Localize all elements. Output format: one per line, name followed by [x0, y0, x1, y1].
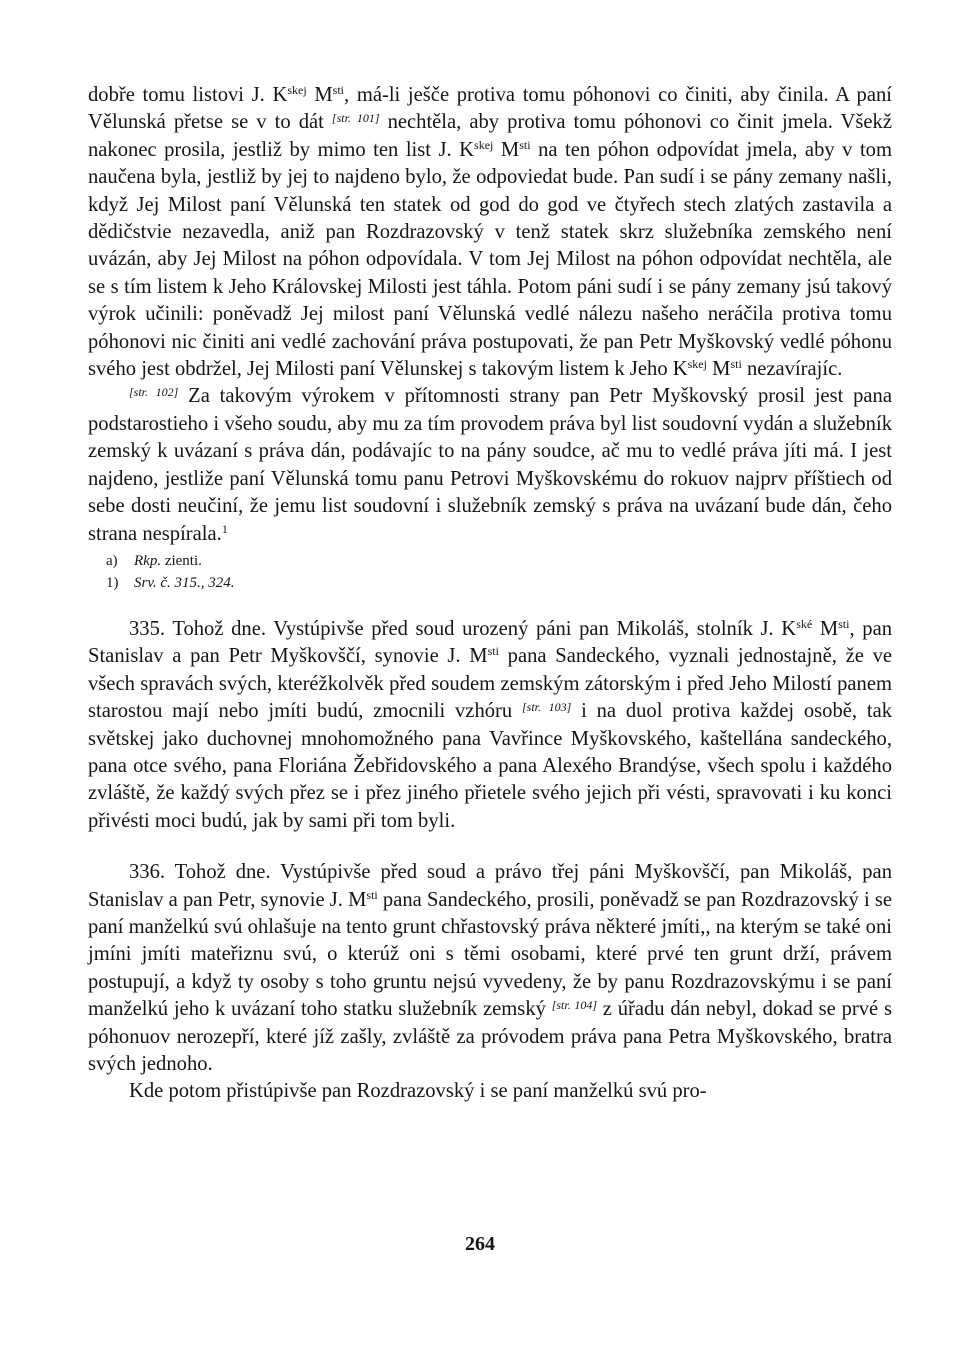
- text-run: Kde potom přistúpivše pan Rozdrazovský i se paní manželkú svú pro-: [129, 1080, 707, 1103]
- abbreviation-superscript: skej: [474, 137, 494, 152]
- text-run: , pan Stanislav a pan Petr Myškovščí, synovie J. M: [88, 617, 893, 668]
- spacer: [88, 835, 892, 859]
- abbreviation-superscript: sti: [730, 357, 742, 372]
- source-page-note: [str. 103]: [521, 700, 572, 715]
- footnote-a: [106, 550, 892, 572]
- text-run: M: [493, 138, 520, 161]
- entry-336: [88, 859, 892, 1078]
- text-run: Tohož dne. Vystúpivše před soud a právo třej páni Myškovščí, pan Mikoláš, pan Stanislav a pan Petr, synovie J. M: [88, 861, 892, 911]
- text-run: na ten póhon odpovídat jmela, aby v tom naučena byla, jestliž by jej to najdeno bylo, že odpoviedat bude. Pan sudí i se pány zemany našli, když Jej Milost paní Vělunská ten statek od god do god ve čtyřech stech zlatých zastavila a dědičstvie nezavedla, aniž pan Rozdrazovský v tenž statek skrz služebníka zemského není uvázán, aby Jej Milost na póhon odpovídala. V tom Jej Milost na póhon odpovídat nechtěla, ale se s tím listem k Jeho Královskej Milosti jest táhla. Potom páni sudí i se pány zemany jsú takový výrok učinili: poněvadž Jej milost paní Vělunská vedlé nálezu našeho neráčila protiva tomu póhonovi nic činiti ani vedlé zachování práva postupovati, že pan Petr Myškovský vedlé póhonu svého jest obdržel, Jej Milosti paní Vělunskej s takovým listem k Jeho K: [88, 138, 893, 381]
- text-run: nezavírajíc.: [741, 358, 843, 381]
- footnote-text: Rkp.: [134, 552, 162, 569]
- text-run: dobře tomu listovi J. K: [88, 84, 288, 106]
- text-run: M: [812, 617, 839, 640]
- document-page: [88, 82, 892, 1106]
- entry-number: 335.: [129, 617, 166, 640]
- footnote-1: [106, 572, 892, 594]
- abbreviation-superscript: skej: [287, 83, 307, 97]
- entry-335: [88, 616, 892, 835]
- paragraph-continuation: [88, 82, 892, 383]
- abbreviation-superscript: sti: [519, 137, 531, 152]
- text-run: pana Sandeckého, prosili, poněvadž se pan Rozdrazovský i se paní manželkú svú ohlašuje na tento grunt chřastovský práva některé jmíti,, na kterým se také oni jmíni jmíti mateřiznu svú, o kterúž oni s těmi osobami, které prvé ten grunt drží, právem postupují, a když ty osoby s toho gruntu nejsú vyvedeny, že by panu Rozdrazovskýmu i se paní manželkú jeho k uvázaní toho statku služebník zemský: [88, 888, 893, 1021]
- abbreviation-superscript: skej: [687, 357, 707, 372]
- footnotes: [106, 550, 892, 594]
- footnote-text: zienti.: [161, 552, 202, 569]
- text-run: z úřadu dán nebyl, dokad se prvé s póhonuov nerozepří, které jíž zašly, zvláště za próvodem práva pana Petra Myškovského, bratra svých jednoho.: [88, 998, 892, 1075]
- abbreviation-superscript: ské: [796, 616, 813, 631]
- spacer: [88, 594, 892, 616]
- text-run: i na duol protiva každej osobě, tak světskej jako duchovnej mnohomožného pana Vavřince Myškovského, kaštellána sandeckého, pana otce svého, pana Floriána Žebřidovského a pana Alexého Brandýse, všech spolu i každého zvláště, že každý svých přez se i přez jiného přietele svého jejich při vésti, spravovati i ku konci přivésti moci budú, jak by sami při tom byli.: [88, 700, 892, 832]
- text-run: pana Sandeckého, vyznali jednostajně, že ve všech spravách svých, kteréžkolvěk před soudem zemským zátorským i před Jeho Milostí panem starostou mají nebo jmíti budú, zmocnili vzhóru: [88, 645, 893, 723]
- source-page-note: [str. 102]: [129, 385, 179, 400]
- text-run: M: [706, 358, 731, 381]
- paragraph-verdict: [88, 383, 892, 547]
- abbreviation-superscript: sti: [332, 83, 345, 97]
- page-number: 264: [465, 1233, 495, 1255]
- entry-number: 336.: [129, 861, 166, 884]
- text-run: nechtěla, aby protiva tomu póhonovi co činit jmela. Všekž nakonec prosila, jestliž by mimo ten list J. K: [88, 111, 892, 161]
- footnote-text: Srv. č. 315., 324.: [134, 574, 235, 591]
- paragraph-continues: [88, 1078, 892, 1105]
- text-run: M: [306, 84, 333, 106]
- abbreviation-superscript: sti: [487, 644, 499, 659]
- source-page-note: [str. 101]: [331, 111, 380, 126]
- text-run: Tohož dne. Vystúpivše před soud urozený páni pan Mikoláš, stolník J. K: [165, 617, 797, 640]
- text-run: , má-li ješče protiva tomu póhonovi co činiti, aby činila. A paní Vělunská přetse se v to dát: [88, 84, 892, 134]
- footnote-reference: 1: [221, 521, 228, 536]
- abbreviation-superscript: sti: [366, 887, 378, 902]
- footnote-mark: a): [106, 552, 118, 569]
- text-run: Za takovým výrokem v přítomnosti strany pan Petr Myškovský prosil jest pana podstarostieho i všeho soudu, aby mu za tím provodem práva byl list soudovní vydán a služebník zemský k uvázaní s práva dán, podávajíc to na pány soudce, ač mu to vedlé práva jíti má. I jest najdeno, jestliže paní Vělunská tomu panu Petrovi Myškovskému do rokuov najprv příštiech od sebe dosti neučiní, že jemu list soudovní i služebník zemský s práva na uvázaní bude dán, čeho strana nespírala.: [88, 385, 892, 545]
- footnote-mark: 1): [106, 574, 119, 591]
- abbreviation-superscript: sti: [838, 616, 850, 631]
- source-page-note: [str. 104]: [551, 998, 598, 1013]
